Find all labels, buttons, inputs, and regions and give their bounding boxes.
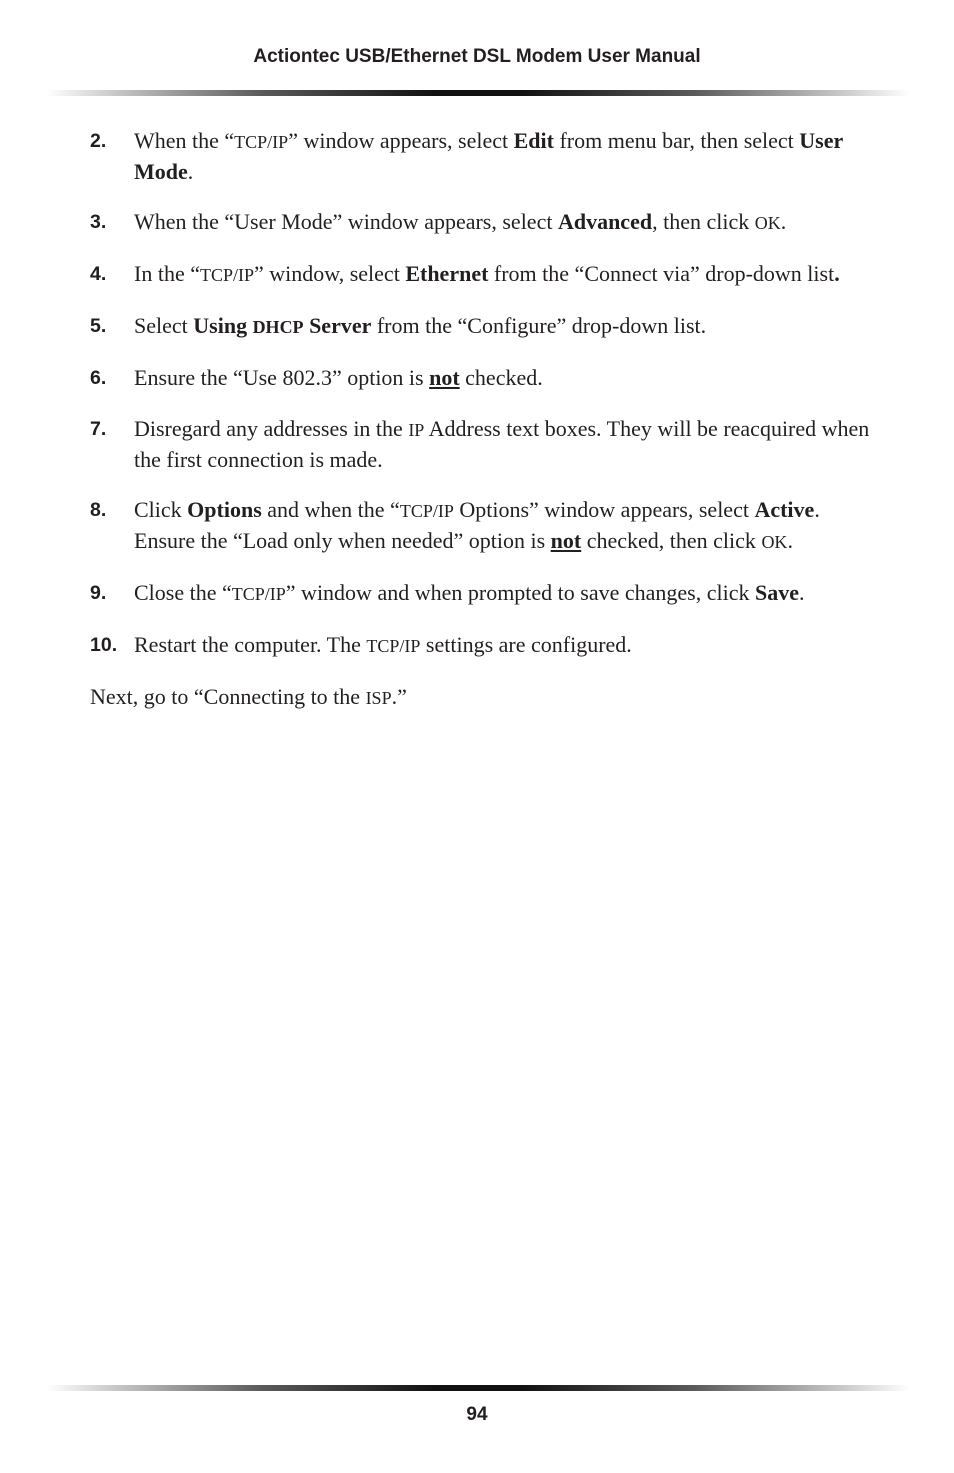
text-run: Select	[134, 313, 194, 338]
acronym: TCP/IP	[399, 501, 454, 521]
step-number: 5.	[90, 315, 107, 337]
steps-list	[90, 126, 870, 661]
step-number: 6.	[90, 367, 107, 389]
step-number: 8.	[90, 499, 107, 521]
text-run: When the “	[134, 128, 235, 153]
page-number: 94	[466, 1404, 488, 1425]
step-text	[134, 126, 870, 186]
bold-term: Active	[754, 497, 815, 522]
emphasis-text: not	[429, 365, 460, 390]
text-run: , then click	[652, 209, 755, 234]
step-text	[134, 207, 870, 238]
text-run: Restart the computer. The	[134, 632, 367, 657]
text-run: Address text boxes. They will be reacquired when the first connection is made.	[134, 416, 870, 472]
step-item	[90, 630, 870, 661]
step-item	[90, 578, 870, 609]
footer-rule	[46, 1385, 910, 1391]
text-run: .	[187, 159, 194, 184]
text-run: . Ensure the “Load only when needed” option is	[134, 497, 820, 553]
step-text	[134, 414, 870, 474]
step-item	[90, 126, 870, 186]
text-run: and when the “	[261, 497, 400, 522]
bold-term: Edit	[513, 128, 554, 153]
bold-term: User Mode	[134, 128, 843, 184]
step-number: 2.	[90, 130, 107, 152]
text-run: checked, then click	[581, 528, 762, 553]
acronym: TCP/IP	[234, 132, 289, 152]
text-run: .”	[391, 684, 407, 709]
text-run: Disregard any addresses in the	[134, 416, 409, 441]
acronym: OK	[761, 532, 788, 552]
text-run: settings are configured.	[420, 632, 632, 657]
text-run: In the “	[134, 261, 200, 286]
underlined-emphasis	[551, 528, 582, 553]
bold-term: Advanced	[557, 209, 653, 234]
step-item	[90, 207, 870, 238]
text-run: from the “Configure” drop-down list.	[371, 313, 707, 338]
step-text	[134, 363, 870, 393]
text-run: ” window, select	[254, 261, 406, 286]
step-number: 10.	[90, 634, 118, 656]
step-number: 3.	[90, 211, 107, 233]
text-run: checked.	[459, 365, 543, 390]
text-run: ” window and when prompted to save changes, click	[285, 580, 755, 605]
acronym: TCP/IP	[199, 265, 254, 285]
text-run: Click	[134, 497, 188, 522]
text-run: from the “Connect via” drop-down list	[488, 261, 835, 286]
bold-term: Ethernet	[405, 261, 489, 286]
step-number: 4.	[90, 263, 107, 285]
text-run: When the “User Mode” window appears, select	[134, 209, 558, 234]
header-rule	[46, 90, 910, 96]
emphasis-text: not	[550, 528, 582, 553]
bold-term: Using	[193, 313, 253, 338]
acronym: TCP/IP	[366, 636, 421, 656]
text-run: .	[780, 209, 787, 234]
underlined-emphasis	[429, 365, 460, 390]
bold-term: .	[834, 261, 840, 286]
text-run: .	[787, 528, 793, 553]
text-run: Ensure the “Use 802.3” option is	[134, 365, 430, 390]
acronym: OK	[754, 213, 781, 233]
step-text	[134, 311, 870, 342]
bold-term: Save	[755, 580, 799, 605]
text-run: Options” window appears, select	[453, 497, 755, 522]
bold-term: Server	[303, 313, 372, 338]
step-number: 9.	[90, 582, 107, 604]
instruction-body	[90, 126, 870, 713]
step-item	[90, 259, 870, 290]
acronym: TCP/IP	[231, 584, 286, 604]
text-run: from menu bar, then select	[553, 128, 800, 153]
text-run: Close the “	[134, 580, 232, 605]
acronym: ISP	[365, 688, 392, 708]
step-item	[90, 495, 870, 557]
step-text	[134, 259, 870, 290]
step-item	[90, 311, 870, 342]
text-run: Next, go to “Connecting to the	[90, 684, 366, 709]
step-text	[134, 630, 870, 661]
acronym: IP	[408, 420, 425, 440]
text-run: ” window appears, select	[288, 128, 514, 153]
step-text	[134, 495, 870, 557]
step-item	[90, 414, 870, 474]
next-step-paragraph	[90, 682, 870, 713]
step-number: 7.	[90, 418, 107, 440]
running-header: Actiontec USB/Ethernet DSL Modem User Manual	[253, 46, 701, 67]
bold-term: DHCP	[252, 317, 304, 337]
bold-term: Options	[187, 497, 262, 522]
step-item	[90, 363, 870, 393]
text-run: .	[799, 580, 805, 605]
step-text	[134, 578, 870, 609]
